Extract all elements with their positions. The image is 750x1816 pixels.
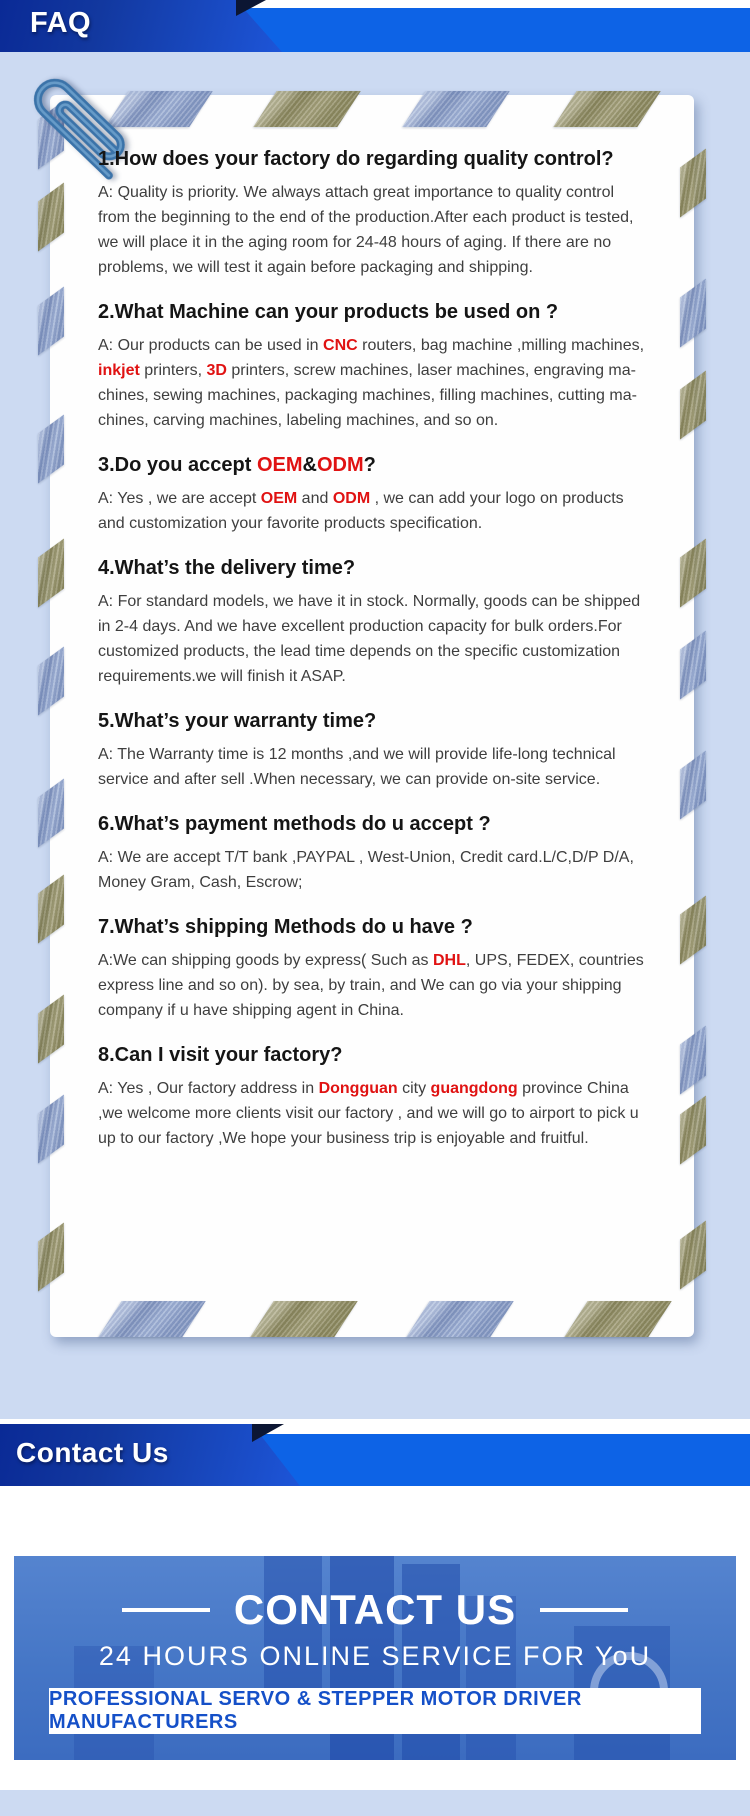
text-run: , UPS, FEDEX, countries express line and so on). by sea, by train, and We can go via your shipping company if u have shipping agent in China.: [98, 952, 644, 1019]
faq-answer: [98, 589, 650, 689]
text-run: OEM: [256, 454, 303, 476]
text-run: 7.What’s shipping Methods do u have ?: [98, 916, 473, 938]
faq-answer: [98, 333, 650, 433]
faq-answer: [98, 486, 650, 536]
faq-banner-title: FAQ: [30, 7, 92, 39]
faq-item: [98, 453, 650, 536]
faq-item: [98, 915, 650, 1023]
text-run: 3.Do you accept: [98, 454, 257, 476]
faq-paper-card: [50, 95, 694, 1337]
faq-question: [98, 556, 650, 580]
text-run: 6.What’s payment methods do u accept ?: [98, 813, 491, 835]
text-run: A: We are accept T/T bank ,PAYPAL , West-Union, Credit card.L/C,D/P D/A, Money Gram, Cash, Escrow;: [98, 849, 634, 891]
text-run: 4.What’s the delivery time?: [98, 557, 356, 579]
text-run: DHL: [433, 952, 466, 969]
faq-section-banner: [0, 0, 750, 52]
text-run: OEM: [260, 490, 298, 507]
washi-tape: [250, 1301, 357, 1337]
text-run: ODM: [316, 454, 364, 476]
text-run: A: For standard models, we have it in stock. Normally, goods can be shipped in 2-4 days. And we have excellent production capacity for bulk orders.For customized products, the lead time depends on the specific customization requirements.we will finish it ASAP.: [98, 593, 641, 685]
text-run: 2.What Machine can your products be used on ?: [98, 301, 559, 323]
text-run: A: Our products can be used in: [98, 337, 324, 354]
text-run: A: Yes , Our factory address in: [98, 1080, 319, 1097]
washi-tape: [564, 1301, 671, 1337]
contact-photo-panel: [14, 1556, 736, 1760]
text-run: A:We can shipping goods by express( Such as: [98, 952, 433, 969]
title-dash-right: [540, 1608, 628, 1612]
faq-question: [98, 1043, 650, 1067]
text-run: Dongguan: [318, 1080, 398, 1097]
text-run: city: [397, 1080, 431, 1097]
text-run: province China ,we welcome more clients visit our factory , and we will go to airport to pick u up to our factory ,We hope your business trip is enjoyable and fruitful.: [98, 1080, 639, 1147]
faq-question: [98, 915, 650, 939]
contact-subtitle: 24 HOURS ONLINE SERVICE FOR YoU: [98, 1641, 652, 1671]
text-run: and: [297, 490, 333, 507]
contact-title-row: [122, 1588, 628, 1632]
banner-fold-shadow: [252, 1424, 284, 1442]
contact-section-banner: [0, 1424, 750, 1486]
bottom-strip: [0, 1790, 750, 1816]
faq-question: [98, 300, 650, 324]
faq-item: [98, 812, 650, 895]
text-run: guangdong: [430, 1080, 518, 1097]
text-run: inkjet: [98, 362, 140, 379]
title-dash-left: [122, 1608, 210, 1612]
faq-answer: [98, 1076, 650, 1151]
text-run: printers, screw machines, laser machines, engraving ma-chines, sewing machines, packaging machines, filling machines, cutting ma-chines, carving machines, labeling machines, and so on.: [98, 362, 637, 429]
faq-list: [50, 95, 694, 1171]
faq-item: [98, 556, 650, 689]
contact-tagline: PROFESSIONAL SERVO & STEPPER MOTOR DRIVER MANUFACTURERS: [49, 1688, 582, 1733]
faq-question: [98, 812, 650, 836]
text-run: 8.Can I visit your factory?: [98, 1044, 343, 1066]
text-run: printers,: [139, 362, 207, 379]
text-run: A: Yes , we are accept: [98, 490, 261, 507]
text-run: &: [302, 454, 317, 476]
faq-question: [98, 709, 650, 733]
text-run: , we can add your logo on products and customization your favorite products specification.: [98, 490, 624, 532]
faq-answer: [98, 845, 650, 895]
faq-question: [98, 453, 650, 477]
faq-answer: [98, 180, 650, 280]
faq-item: [98, 300, 650, 433]
contact-banner-title: Contact Us: [16, 1437, 169, 1468]
washi-tape: [406, 1301, 513, 1337]
contact-tagline-bar: [49, 1688, 701, 1734]
washi-tape: [98, 1301, 205, 1337]
contact-title: CONTACT US: [233, 1586, 517, 1633]
text-run: A: Quality is priority. We always attach great importance to quality control from the beginning to the end of the production.After each product is tested, we will place it in the aging room for 24-48 hours of aging. If there are no problems, we will test it again before packaging and shipping.: [98, 184, 634, 276]
faq-answer: [98, 742, 650, 792]
text-run: 5.What’s your warranty time?: [98, 710, 377, 732]
text-run: A: The Warranty time is 12 months ,and we will provide life-long technical service and after sell .When necessary, we can provide on-site service.: [98, 746, 616, 788]
text-run: 1.How does your factory do regarding quality control?: [98, 148, 614, 170]
faq-item: [98, 147, 650, 280]
text-run: CNC: [323, 337, 358, 354]
contact-panel-content: [14, 1556, 736, 1760]
banner-fold-shadow: [236, 0, 266, 16]
faq-answer: [98, 948, 650, 1023]
faq-question: [98, 147, 650, 171]
faq-item: [98, 1043, 650, 1151]
text-run: ODM: [332, 490, 371, 507]
text-run: routers, bag machine ,milling machines,: [357, 337, 645, 354]
text-run: ?: [363, 454, 376, 476]
text-run: 3D: [206, 362, 227, 379]
faq-item: [98, 709, 650, 792]
